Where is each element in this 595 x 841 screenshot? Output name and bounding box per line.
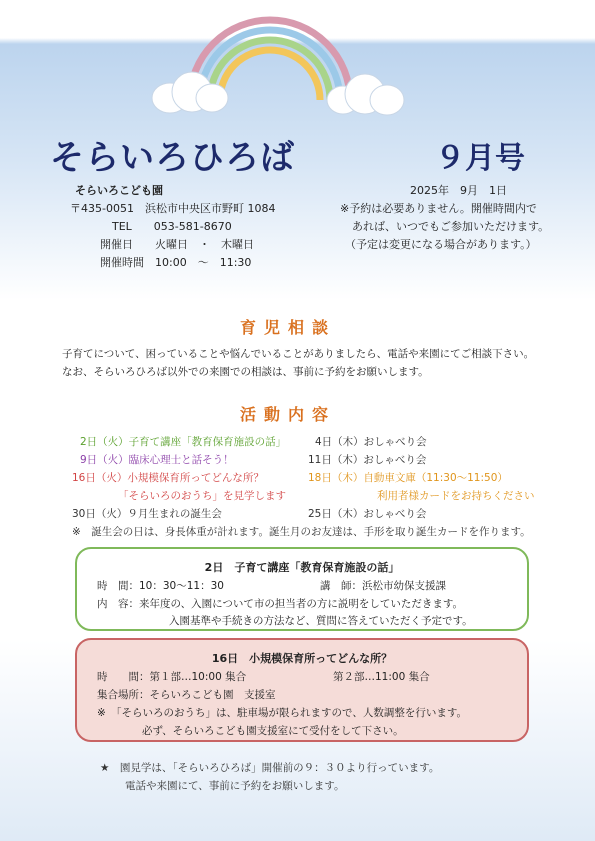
activity-left-2: 9日（火）臨床心理士と話そう！ <box>80 454 234 466</box>
cloud-right-icon <box>325 72 405 117</box>
lecture-content-1: 内 容：来年度の、入園について市の担当者の方に説明をしていただきます。 <box>97 598 464 610</box>
lecture-lecturer: 講 師：浜松市幼保支援課 <box>320 580 446 592</box>
header-note-3: （予定は変更になる場合があります。） <box>345 238 537 251</box>
issue-date: 2025年 9月 1日 <box>410 184 507 197</box>
activity-right-1: 4日（木）おしゃべり会 <box>315 436 427 448</box>
tour-place: 集合場所：そらいろこども園 支援室 <box>97 689 276 701</box>
activity-left-1: 2日（火）子育て講座「教育保育施設の話」 <box>80 436 287 448</box>
lecture-title: 2日 子育て講座「教育保育施設の話」 <box>204 561 400 574</box>
tour-time-2: 第２部…11:00 集合 <box>333 671 430 683</box>
cloud-left-icon <box>150 70 230 115</box>
tour-note-1: ※ 「そらいろのおうち」は、駐車場が限られますので、人数調整を行います。 <box>97 707 467 719</box>
open-time: 開催時間 10:00 ～ 11:30 <box>100 256 252 269</box>
activity-right-4: 利用者様カードをお持ちください <box>377 490 535 502</box>
tour-note-2: 必ず、そらいろこども園支援室にて受付をして下さい。 <box>142 725 404 737</box>
activity-left-3: 16日（火）小規模保育所ってどんな所？ <box>72 472 264 484</box>
activities-heading: 活動内容 <box>240 405 337 424</box>
consult-heading: 育児相談 <box>240 318 337 337</box>
issue-number: ９月号 <box>435 141 525 176</box>
tour-time-1: 時 間：第１部…10:00 集合 <box>97 671 247 683</box>
tour-title: 16日 小規模保育所ってどんな所？ <box>211 652 393 665</box>
lecture-content-2: 入園基準や手続きの方法など、質問に答えていただく予定です。 <box>169 615 473 627</box>
lecture-time: 時 間：10：30～11：30 <box>97 580 224 592</box>
activity-right-3: 18日（木）自動車文庫（11:30～11:50） <box>308 472 508 484</box>
activities-note: ※ 誕生会の日は、身長体重が計れます。誕生月のお友達は、手形を取り誕生カードを作ります。 <box>72 526 531 538</box>
org-name: そらいろこども園 <box>75 184 163 197</box>
activity-right-2: 11日（木）おしゃべり会 <box>308 454 427 466</box>
footer-line-1: ★ 園見学は、「そらいろひろば」開催前の９：３０より行っています。 <box>100 762 440 774</box>
lecture-detail-box <box>75 547 529 631</box>
activity-left-4: 「そらいろのおうち」を見学します <box>118 490 286 502</box>
footer-line-2: 電話や来園にて、事前に予約をお願いします。 <box>125 780 345 792</box>
telephone: TEL 053-581-8670 <box>112 220 232 233</box>
address: 〒435-0051 浜松市中央区市野町 1084 <box>70 202 276 215</box>
consult-line-2: なお、そらいろひろば以外での来園での相談は、事前に予約をお願いします。 <box>62 366 429 378</box>
activity-right-5: 25日（木）おしゃべり会 <box>308 508 427 520</box>
tour-detail-box <box>75 638 529 742</box>
header-note-1: ※予約は必要ありません。開催時間内で <box>340 202 537 215</box>
open-days: 開催日 火曜日 ・ 木曜日 <box>100 238 254 251</box>
header-note-2: あれば、いつでもご参加いただけます。 <box>352 220 550 233</box>
activity-left-5: 30日（火）９月生まれの誕生会 <box>72 508 222 520</box>
consult-line-1: 子育てについて、困っていることや悩んでいることがありましたら、電話や来園にてご相談下さい。 <box>62 348 535 360</box>
page-title: そらいろひろば <box>50 138 295 178</box>
